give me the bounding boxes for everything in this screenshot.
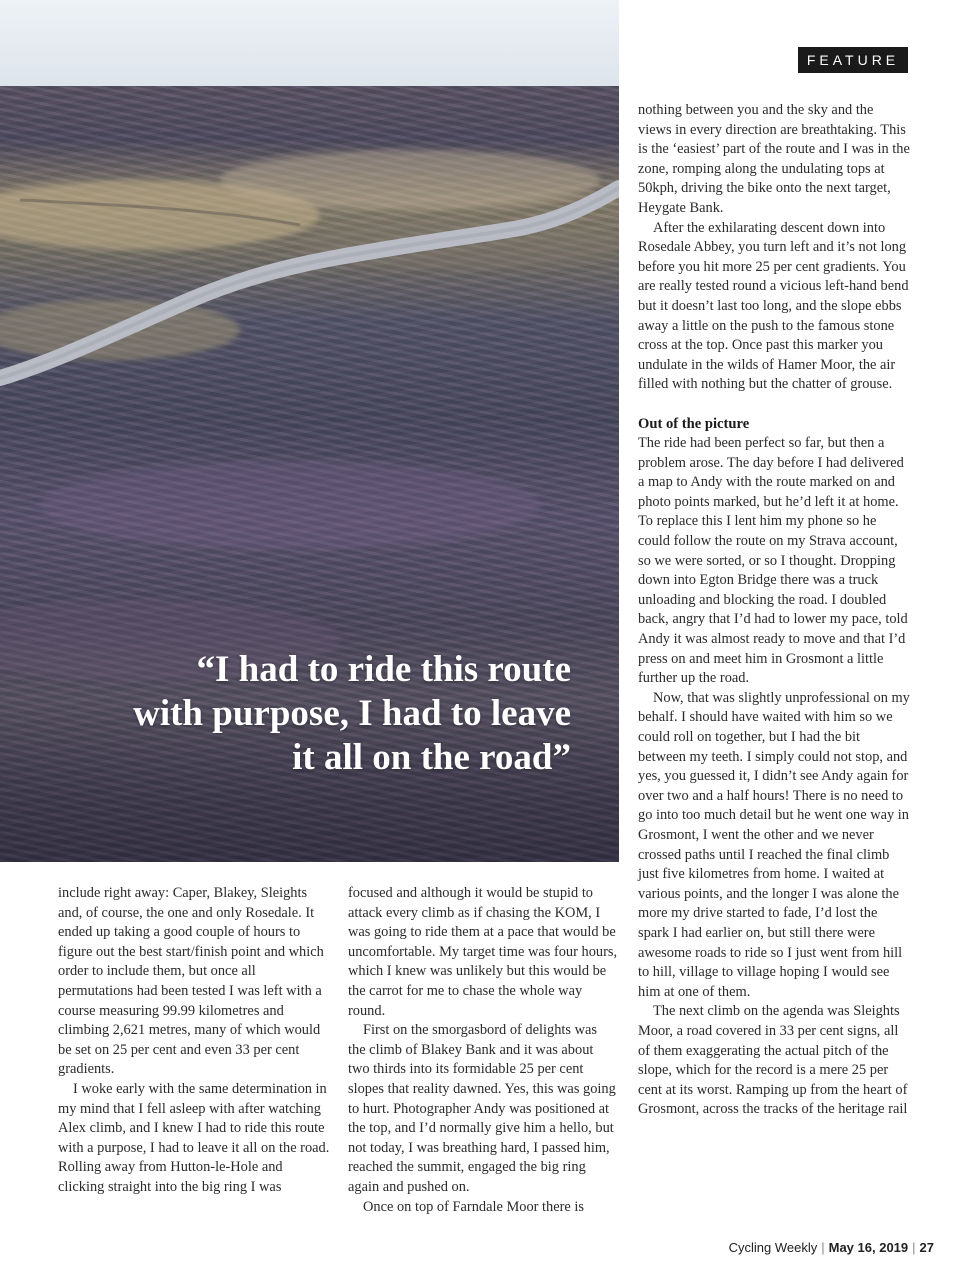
body-column-left	[58, 884, 330, 1198]
page-number: 27	[919, 1240, 934, 1255]
paragraph: Now, that was slightly unprofessional on my behalf. I should have waited with him so we could roll on together, but I had the bit between my teeth. I simply could not stop, and yes, you guessed it, I didn’t see Andy again for over two and a half hours! There is no need to go into too much detail but he went one way in Grosmont, I went the other and we never crossed paths until I reached the final climb just five kilometres from home. I waited at various points, and the longer I was alone the more my drive started to fade, I’d lost the spark I had earlier on, but still there were awesome roads to ride so I just went from hill to hill, village to village hoping I would see him at one of them.	[638, 689, 910, 1000]
publication-name: Cycling Weekly	[728, 1240, 818, 1255]
paragraph: First on the smorgasbord of delights was the climb of Blakey Bank and it was about two thirds into its formidable 25 per cent slopes that reality dawned. Yes, this was going to hurt. Photographer Andy was positioned at the top, and I’d normally give him a hello, but not today, I was breathing hard, I passed him, reached the summit, engaged the big ring again and pushed on.	[348, 1022, 616, 1195]
paragraph: The next climb on the agenda was Sleights Moor, a road covered in 33 per cent signs, all of them exaggerating the actual pitch of the slope, which for the record is a mere 25 per cent at its worst. Ramping up from the heart of Grosmont, across the tracks of the heritage rail	[638, 1003, 908, 1118]
issue-date: May 16, 2019	[828, 1240, 909, 1255]
paragraph: The ride had been perfect so far, but then a problem arose. The day before I had delivered a map to Andy with the route marked on and photo points marked, but he’d left it at home. To replace this I lent him my phone so he could follow the route on my Strava account, so we were sorted, or so I thought. Dropping down into Egton Bridge there was a truck unloading and blocking the road. I doubled back, angry that I’d had to lower my pace, told Andy it was almost ready to move and that I’d press on and meet him in Grosmont a little further up the road.	[638, 435, 908, 687]
paragraph: I woke early with the same determination in my mind that I fell asleep with after watching Alex climb, and I knew I had to ride this route with a purpose, I had to leave it all on the road. Rolling away from Hutton-le-Hole and clicking straight into the big ring I was	[58, 1080, 330, 1195]
paragraph: After the exhilarating descent down into Rosedale Abbey, you turn left and it’s not long before you hit more 25 per cent gradients. You are really tested round a vicious left-hand bend but it doesn’t last too long, and the slope ebbs away a little on the push to the famous stone cross at the top. Once past this marker you undulate in the wilds of Hamer Moor, the air filled with nothing but the chatter of grouse.	[638, 219, 909, 393]
paragraph: include right away: Caper, Blakey, Sleights and, of course, the one and only Rosedale. It ended up taking a good couple of hours to figure out the best start/finish point and which order to include them, but once all permutations had been tested I was left with a course measuring 99.99 kilometres and climbing 2,621 metres, many of which would be set on 25 per cent and even 33 per cent gradients.	[58, 885, 324, 1078]
subheading: Out of the picture	[638, 415, 750, 432]
paragraph: focused and although it would be stupid to attack every climb as if chasing the KOM, I was going to ride them at a pace that would be uncomfortable. My target time was four hours, which I knew was unlikely but this would be the carrot for me to chase the whole way round.	[348, 885, 618, 1019]
pull-quote: “I had to ride this route with purpose, I had to leave it all on the road”	[133, 649, 571, 778]
body-column-right	[638, 101, 910, 1120]
paragraph: Once on top of Farndale Moor there is	[363, 1198, 584, 1215]
section-tag: FEATURE	[798, 47, 908, 73]
paragraph: nothing between you and the sky and the views in every direction are breathtaking. This is the ‘easiest’ part of the route and I was in the zone, romping along the undulating tops at 50kph, driving the bike onto the next target, Heygate Bank.	[638, 102, 910, 216]
moorland-road-photo	[0, 0, 619, 862]
page-footer: Cycling Weekly | May 16, 2019 | 27	[728, 1240, 934, 1255]
body-column-middle	[348, 884, 618, 1217]
